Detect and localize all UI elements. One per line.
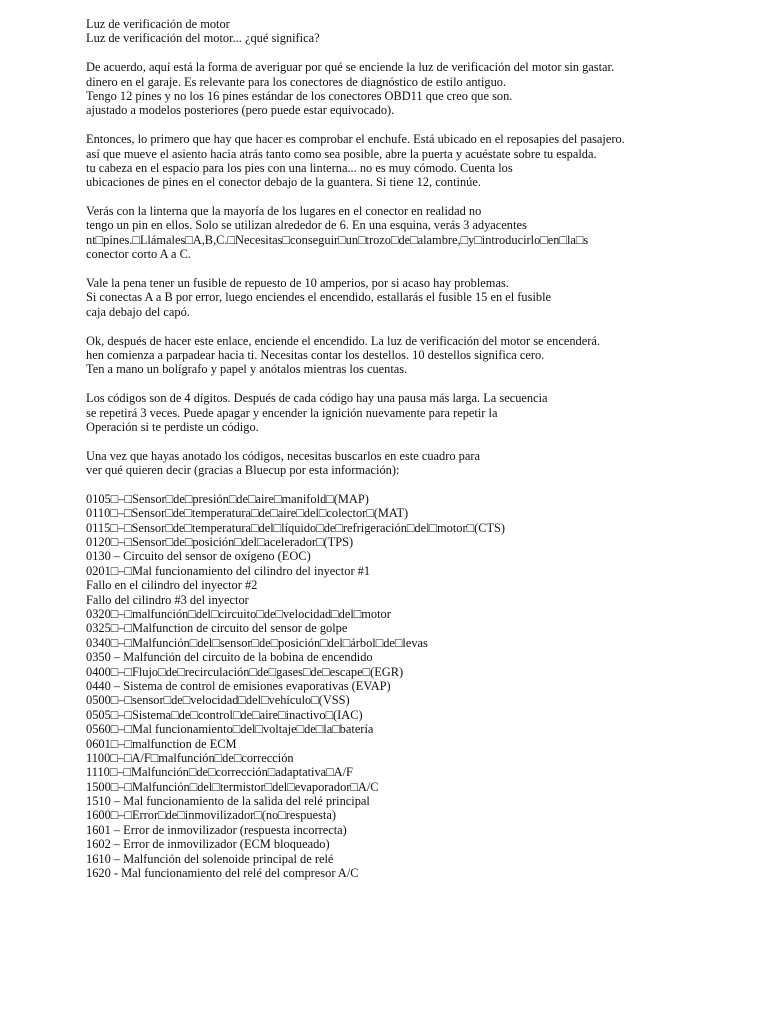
paragraph-pins <box>86 204 746 262</box>
code-list-item: 0110□–□Sensor□de□temperatura□de□aire□del□colector□(MAT) <box>86 506 409 521</box>
text-line: tengo un pin en ellos. Solo se utilizan alrededor de 6. En una esquina, verás 3 adyacentes <box>86 218 527 233</box>
code-list-item: 0400□–□Flujo□de□recirculación□de□gases□de□escape□(EGR) <box>86 664 404 679</box>
paragraph-lookup <box>86 449 746 478</box>
text-line: hen comienza a parpadear hacia ti. Necesitas contar los destellos. 10 destellos significa cero. <box>86 347 545 362</box>
paragraph-code-format <box>86 391 746 434</box>
paragraph-gap <box>86 118 746 132</box>
text-line: Los códigos son de 4 dígitos. Después de cada código hay una pausa más larga. La secuencia <box>86 391 548 406</box>
code-list-item: 0560□–□Mal funcionamiento□del□voltaje□de□la□batería <box>86 722 374 737</box>
text-line: Vale la pena tener un fusible de repuesto de 10 amperios, por si acaso hay problemas. <box>86 276 509 291</box>
code-list-item: 1602 – Error de inmovilizador (ECM bloqueado) <box>86 837 330 852</box>
document-title: Luz de verificación de motor <box>86 17 230 31</box>
code-list-item: Fallo del cilindro #3 del inyector <box>86 592 249 607</box>
code-list <box>86 492 746 881</box>
text-line: ver qué quieren decir (gracias a Bluecup por esta información): <box>86 463 400 478</box>
text-line: Operación si te perdiste un código. <box>86 419 259 434</box>
code-list-item: 1510 – Mal funcionamiento de la salida del relé principal <box>86 794 370 809</box>
code-list-item: 0320□–□malfunción□del□circuito□de□velocidad□del□motor <box>86 607 391 622</box>
text-line: nt□pines.□Llámales□A,B,C.□Necesitas□conseguir□un□trozo□de□alambre,□y□introducirlo□en□la□s <box>86 232 589 247</box>
text-line: Ten a mano un bolígrafo y papel y anótalos mientras los cuentas. <box>86 362 408 377</box>
text-line: ubicaciones de pines en el conector debajo de la guantera. Si tiene 12, continúe. <box>86 175 481 190</box>
code-list-item: 1620 - Mal funcionamiento del relé del compresor A/C <box>86 866 359 881</box>
code-list-item: 0130 – Circuito del sensor de oxígeno (EOC) <box>86 549 311 564</box>
text-line: Verás con la linterna que la mayoría de los lugares en el conector en realidad no <box>86 204 482 219</box>
paragraph-flashes <box>86 334 746 377</box>
code-list-item: Fallo en el cilindro del inyector #2 <box>86 578 258 593</box>
code-list-item: 0500□–□sensor□de□velocidad□del□vehículo□(VSS) <box>86 693 350 708</box>
paragraph-gap <box>86 377 746 391</box>
code-list-item: 1100□–□A/F□malfunción□de□corrección <box>86 750 294 765</box>
text-line: se repetirá 3 veces. Puede apagar y encender la ignición nuevamente para repetir la <box>86 405 498 420</box>
text-line: así que mueve el asiento hacia atrás tanto como sea posible, abre la puerta y acuéstate sobre tu espalda. <box>86 146 597 161</box>
code-list-item: 0505□–□Sistema□de□control□de□aire□inactivo□(IAC) <box>86 707 363 722</box>
paragraph-gap <box>86 478 746 492</box>
paragraph-gap <box>86 46 746 60</box>
code-list-item: 0105□–□Sensor□de□presión□de□aire□manifold□(MAP) <box>86 491 369 506</box>
paragraph-plug-location <box>86 132 746 190</box>
text-line: Entonces, lo primero que hay que hacer es comprobar el enchufe. Está ubicado en el reposapies del pasajero. <box>86 132 625 147</box>
paragraph-gap <box>86 434 746 448</box>
code-list-item: 0340□–□Malfunción□del□sensor□de□posición□del□árbol□de□levas <box>86 635 428 650</box>
paragraph-fuse <box>86 276 746 319</box>
code-list-item: 0440 – Sistema de control de emisiones evaporativas (EVAP) <box>86 678 391 693</box>
code-list-item: 1110□–□Malfunción□de□corrección□adaptativa□A/F <box>86 765 353 780</box>
text-line: conector corto A a C. <box>86 247 191 262</box>
text-line: ajustado a modelos posteriores (pero puede estar equivocado). <box>86 103 395 118</box>
document-subtitle: Luz de verificación del motor... ¿qué significa? <box>86 31 320 46</box>
code-list-item: 1500□–□Malfunción□del□termistor□del□evaporador□A/C <box>86 779 379 794</box>
code-list-item: 0115□–□Sensor□de□temperatura□del□líquido□de□refrigeración□del□motor□(CTS) <box>86 520 506 535</box>
text-line: dinero en el garaje. Es relevante para los conectores de diagnóstico de estilo antiguo. <box>86 74 507 89</box>
document-body <box>86 17 746 880</box>
text-line: caja debajo del capó. <box>86 304 190 319</box>
code-list-item: 1600□–□Error□de□inmovilizador□(no□respuesta) <box>86 808 336 823</box>
paragraph-intro <box>86 60 746 118</box>
paragraph-gap <box>86 262 746 276</box>
text-line: Ok, después de hacer este enlace, enciende el encendido. La luz de verificación del motor se encenderá. <box>86 333 600 348</box>
text-line: tu cabeza en el espacio para los pies con una linterna... no es muy cómodo. Cuenta los <box>86 160 513 175</box>
code-list-item: 1610 – Malfunción del solenoide principal de relé <box>86 851 334 866</box>
text-line: Tengo 12 pines y no los 16 pines estándar de los conectores OBD11 que creo que son. <box>86 88 513 103</box>
code-list-item: 0120□–□Sensor□de□posición□del□acelerador□(TPS) <box>86 535 354 550</box>
text-line: Si conectas A a B por error, luego enciendes el encendido, estallarás el fusible 15 en el fusible <box>86 290 552 305</box>
text-line: De acuerdo, aquí está la forma de averiguar por qué se enciende la luz de verificación del motor sin gastar. <box>86 60 615 75</box>
code-list-item: 0350 – Malfunción del circuito de la bobina de encendido <box>86 650 373 665</box>
code-list-item: 0325□–□Malfunction de circuito del sensor de golpe <box>86 621 348 636</box>
code-list-item: 0201□–□Mal funcionamiento del cilindro del inyector #1 <box>86 563 371 578</box>
paragraph-gap <box>86 190 746 204</box>
code-list-item: 1601 – Error de inmovilizador (respuesta incorrecta) <box>86 822 347 837</box>
code-list-item: 0601□–□malfunction de ECM <box>86 736 237 751</box>
text-line: Una vez que hayas anotado los códigos, necesitas buscarlos en este cuadro para <box>86 448 480 463</box>
paragraph-gap <box>86 319 746 333</box>
